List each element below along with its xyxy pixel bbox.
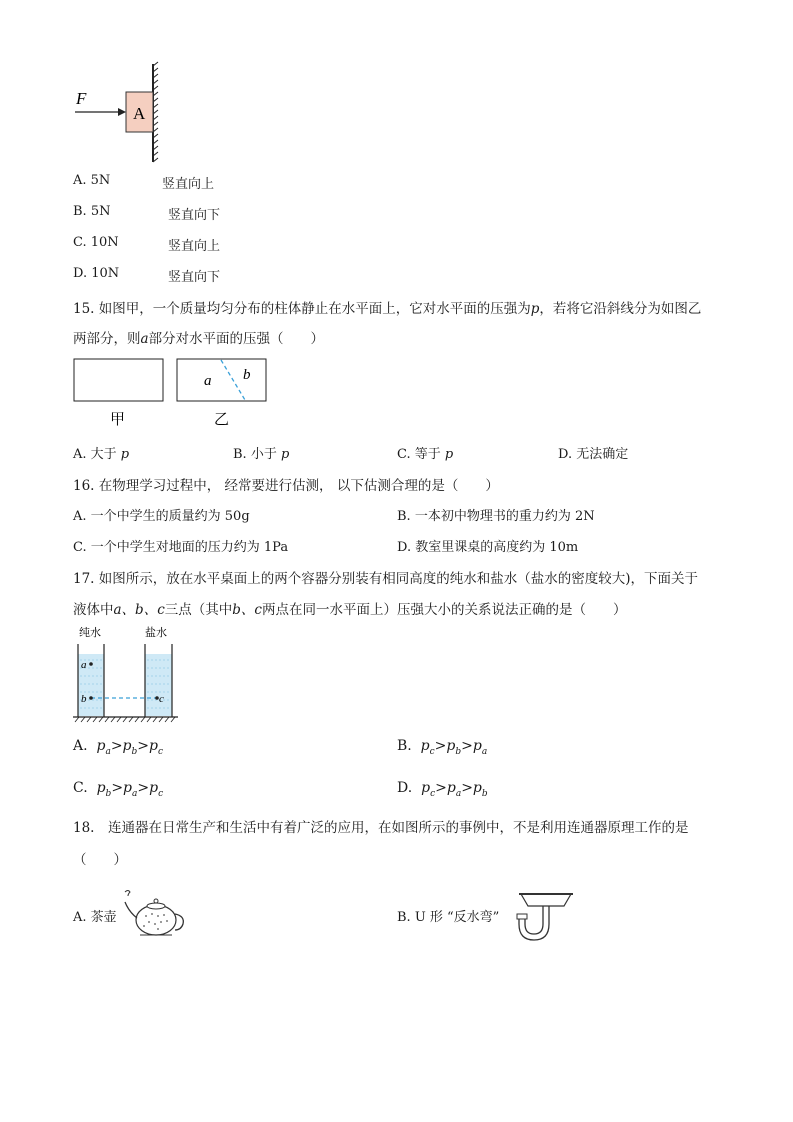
q14-option-a-dir: 竖直向上 <box>162 177 215 192</box>
u-trap-sink-icon <box>516 888 576 946</box>
svg-text:a: a <box>204 373 212 389</box>
svg-text:盐水: 盐水 <box>145 626 167 639</box>
force-label: F <box>76 89 87 108</box>
q17-figure <box>73 624 183 724</box>
q14-option-a: A. 5N <box>73 173 111 188</box>
q17-option-d: D. $p_c>p_a>p_b$ <box>397 780 488 799</box>
q15-figure <box>73 358 273 433</box>
q18-option-a: A. 茶壶 <box>73 910 117 925</box>
svg-text:c: c <box>159 693 164 705</box>
q14-option-b-dir: 竖直向下 <box>168 208 221 223</box>
q15-stem-line1: 15. 如图甲，一个质量均匀分布的柱体静止在水平面上，它对水平面的压强为p，若将它沿斜线分为如图乙 <box>73 301 702 317</box>
svg-text:b: b <box>81 693 87 705</box>
q15-option-d: D. 无法确定 <box>558 447 629 462</box>
q14-option-c-dir: 竖直向上 <box>168 239 221 254</box>
q16-option-c: C. 一个中学生对地面的压力约为 1Pa <box>73 540 289 555</box>
q17-stem-line1: 17. 如图所示，放在水平桌面上的两个容器分别装有相同高度的纯水和盐水（盐水的密度较大)，下面关于 <box>73 571 699 587</box>
q14-option-d-dir: 竖直向下 <box>168 270 221 285</box>
q18-paren: （ ） <box>73 852 127 868</box>
q18-stem: 18. 连通器在日常生产和生活中有着广泛的应用，在如图所示的事例中，不是利用连通器原理工作的是 <box>73 820 689 836</box>
svg-text:乙: 乙 <box>214 410 230 428</box>
q18-option-b: B. U 形 “反水弯” <box>397 910 500 925</box>
teapot-icon <box>120 888 190 943</box>
svg-text:b: b <box>243 367 251 383</box>
q14-option-b: B. 5N <box>73 204 111 219</box>
q17-stem-line2: 液体中a、b、c三点（其中b、c两点在同一水平面上）压强大小的关系说法正确的是（ ） <box>73 602 627 618</box>
q17-option-c: C. $p_b>p_a>p_c$ <box>73 780 164 799</box>
figure-yi-rect <box>177 359 266 401</box>
q16-stem: 16. 在物理学习过程中， 经常要进行估测， 以下估测合理的是（ ） <box>73 478 499 494</box>
q15-option-a: A. 大于 p <box>73 447 130 462</box>
q15-stem-line2: 两部分，则a部分对水平面的压强（ ） <box>73 331 325 347</box>
q15-option-c: C. 等于 p <box>397 447 454 462</box>
svg-text:纯水: 纯水 <box>79 626 101 639</box>
q17-option-b: B. $p_c>p_b>p_a$ <box>397 738 488 757</box>
q15-option-b: B. 小于 p <box>233 447 290 462</box>
svg-text:甲: 甲 <box>110 410 126 428</box>
q16-option-a: A. 一个中学生的质量约为 50g <box>73 509 250 524</box>
q14-option-d: D. 10N <box>73 266 120 281</box>
q14-option-c: C. 10N <box>73 235 119 250</box>
svg-text:a: a <box>81 659 87 671</box>
q16-option-d: D. 教室里课桌的高度约为 10m <box>397 540 579 555</box>
figure-jia-rect <box>74 359 163 401</box>
q14-figure <box>70 62 170 167</box>
q17-option-a: A. $p_a>p_b>p_c$ <box>73 738 164 757</box>
block-label: A <box>133 104 146 123</box>
q16-option-b: B. 一本初中物理书的重力约为 2N <box>397 509 595 524</box>
